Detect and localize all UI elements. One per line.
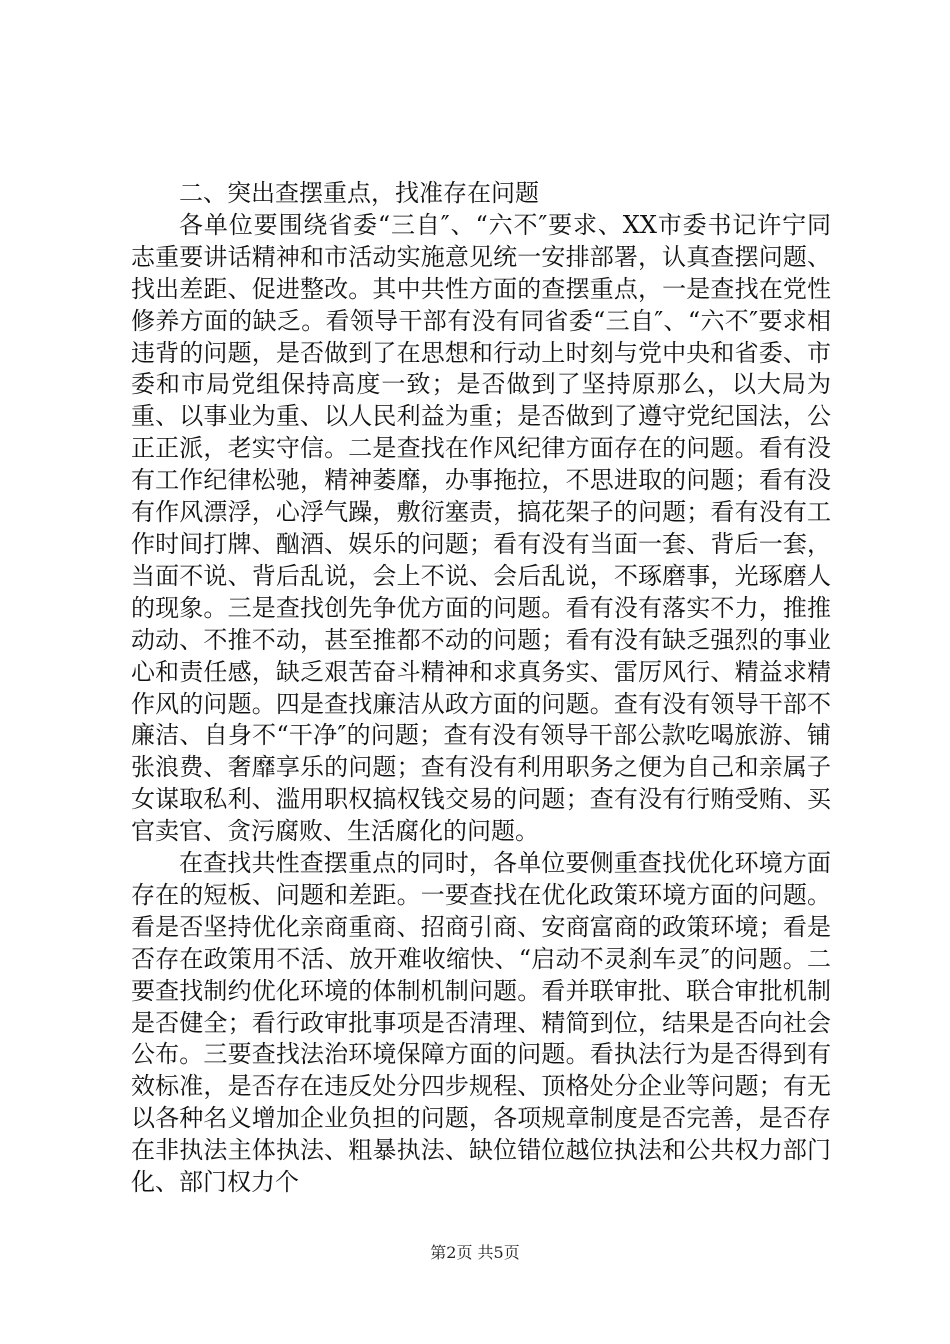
paragraph-2: 在查找共性查摆重点的同时，各单位要侧重查找优化环境方面存在的短板、问题和差距。一要查找在优化政策环境方面的问题。看是否坚持优化亲商重商、招商引商、安商富商的政策环境；看是否存在政策用不活、放开难收缩快、“启动不灵刹车灵″的问题。二要查找制约优化环境的体制机制问题。看并联审批、联合审批机制是否健全；看行政审批事项是否清理、精简到位，结果是否向社会公布。三要查找法治环境保障方面的问题。看执法行为是否得到有效标准，是否存在违反处分四步规程、顶格处分企业等问题；有无以各种名义增加企业负担的问题，各项规章制度是否完善，是否存在非执法主体执法、粗暴执法、缺位错位越位执法和公共权力部门化、部门权力个 [131, 849, 831, 1197]
section-heading: 二、突出查摆重点，找准存在问题 [179, 179, 539, 207]
page-number-footer: 第2页 共5页 [430, 1243, 520, 1262]
document-body [131, 178, 831, 1199]
paragraph-1: 各单位要围绕省委“三自″、“六不″要求、XX市委书记许宁同志重要讲话精神和市活动实施意见统一安排部署，认真查摆问题、找出差距、促进整改。其中共性方面的查摆重点，一是查找在党性修养方面的缺乏。看领导干部有没有同省委“三自″、“六不″要求相违背的问题，是否做到了在思想和行动上时刻与党中央和省委、市委和市局党组保持高度一致；是否做到了坚持原那么，以大局为重、以事业为重、以人民利益为重；是否做到了遵守党纪国法，公正正派，老实守信。二是查找在作风纪律方面存在的问题。看有没有工作纪律松驰，精神萎靡，办事拖拉，不思进取的问题；看有没有作风漂浮，心浮气躁，敷衍塞责，搞花架子的问题；看有没有工作时间打牌、酗酒、娱乐的问题；看有没有当面一套、背后一套，当面不说、背后乱说，会上不说、会后乱说，不琢磨事，光琢磨人的现象。三是查找创先争优方面的问题。看有没有落实不力，推推动动、不推不动，甚至推都不动的问题；看有没有缺乏强烈的事业心和责任感，缺乏艰苦奋斗精神和求真务实、雷厉风行、精益求精作风的问题。四是查找廉洁从政方面的问题。查有没有领导干部不廉洁、自身不“干净″的问题；查有没有领导干部公款吃喝旅游、铺张浪费、奢靡享乐的问题；查有没有利用职务之便为自己和亲属子女谋取私利、滥用职权搞权钱交易的问题；查有没有行贿受贿、买官卖官、贪污腐败、生活腐化的问题。 [131, 210, 831, 846]
